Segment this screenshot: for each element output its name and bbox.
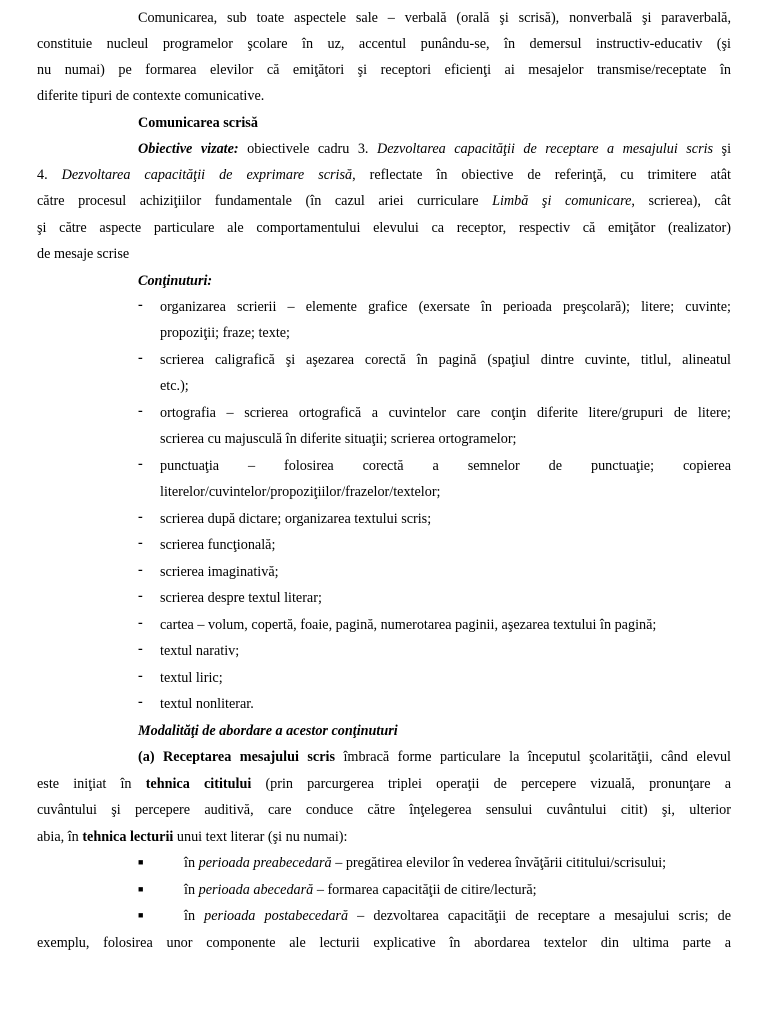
bullet-dash: - xyxy=(138,535,143,551)
list-item: textul narativ; xyxy=(160,643,240,659)
bullet-dash: - xyxy=(138,403,143,419)
paragraph-line: (a) Receptarea mesajului scris îmbracă forme particulare la începutul şcolarităţii, când elevul xyxy=(138,749,731,765)
list-item: scrierea după dictare; organizarea textului scris; xyxy=(160,511,432,527)
list-item: organizarea scrierii – elemente grafice (exersate în perioada preşcolară); litere; cuvinte; xyxy=(160,299,731,315)
square-bullet-icon: ■ xyxy=(138,884,144,894)
bullet-dash: - xyxy=(138,350,143,366)
list-item: în perioada postabecedară – dezvoltarea capacităţii de receptare a mesajului scris; de xyxy=(184,908,731,924)
list-item: textul liric; xyxy=(160,670,223,686)
objectives-line: Obiective vizate: obiectivele cadru 3. Dezvoltarea capacităţii de receptare a mesajului scris şi xyxy=(138,141,732,157)
bullet-dash: - xyxy=(138,588,143,604)
objectives-line: către procesul achiziţiilor fundamentale (în cazul ariei curriculare Limbă şi comunicare, scrierea), cât xyxy=(37,193,731,209)
section-heading: Conţinuturi: xyxy=(138,273,213,289)
list-item: propoziţii; fraze; texte; xyxy=(160,325,290,341)
paragraph-line: cuvântului şi percepere auditivă, care conduce către înţelegerea sensului cuvântului citit) şi, ulterior xyxy=(37,802,731,818)
objectives-line: de mesaje scrise xyxy=(37,246,130,262)
paragraph-line: abia, în tehnica lecturii unui text literar (şi nu numai): xyxy=(37,829,348,845)
list-item: textul nonliterar. xyxy=(160,696,254,712)
paragraph-line: constituie nucleul programelor şcolare în uz, accentul punându-se, în demersul instructiv-educativ (şi xyxy=(37,36,731,52)
list-item: etc.); xyxy=(160,378,189,394)
list-item: în perioada preabecedară – pregătirea elevilor în vederea învăţării cititului/scrisului; xyxy=(184,855,667,871)
list-item: în perioada abecedară – formarea capacităţii de citire/lectură; xyxy=(184,882,537,898)
paragraph-line: Comunicarea, sub toate aspectele sale – verbală (orală şi scrisă), nonverbală şi paraverbală, xyxy=(138,10,731,26)
list-item: scrierea despre textul literar; xyxy=(160,590,322,606)
paragraph-line: nu numai) pe formarea elevilor că emiţători şi receptori eficienţi ai mesajelor transmise/receptate în xyxy=(37,62,731,78)
list-item: scrierea cu majusculă în diferite situaţii; scrierea ortogramelor; xyxy=(160,431,517,447)
list-item: ortografia – scrierea ortografică a cuvintelor care conţin diferite litere/grupuri de litere; xyxy=(160,405,731,421)
list-item: cartea – volum, copertă, foaie, pagină, numerotarea paginii, aşezarea textului în pagină; xyxy=(160,617,657,633)
bullet-dash: - xyxy=(138,456,143,472)
bullet-dash: - xyxy=(138,668,143,684)
bullet-dash: - xyxy=(138,641,143,657)
paragraph-line: exemplu, folosirea unor componente ale lecturii explicative în abordarea textelor din ultima parte a xyxy=(37,935,731,951)
objectives-line: şi către aspecte particulare ale comportamentului elevului ca receptor, respectiv că emiţător (realizator) xyxy=(37,220,731,236)
objectives-line: 4. Dezvoltarea capacităţii de exprimare scrisă, reflectate în obiective de referinţă, cu trimitere atât xyxy=(37,167,731,183)
section-heading: Comunicarea scrisă xyxy=(138,115,258,131)
bullet-dash: - xyxy=(138,509,143,525)
section-heading: Modalităţi de abordare a acestor conţinuturi xyxy=(138,723,398,739)
list-item: scrierea caligrafică şi aşezarea corectă în pagină (spaţiul dintre cuvinte, titlul, alineatul xyxy=(160,352,731,368)
list-item: literelor/cuvintelor/propoziţiilor/frazelor/textelor; xyxy=(160,484,441,500)
bullet-dash: - xyxy=(138,694,143,710)
square-bullet-icon: ■ xyxy=(138,910,144,920)
bullet-dash: - xyxy=(138,297,143,313)
bullet-dash: - xyxy=(138,562,143,578)
list-item: scrierea funcţională; xyxy=(160,537,276,553)
list-item: scrierea imaginativă; xyxy=(160,564,279,580)
bullet-dash: - xyxy=(138,615,143,631)
list-item: punctuaţia – folosirea corectă a semnelor de punctuaţie; copierea xyxy=(160,458,731,474)
square-bullet-icon: ■ xyxy=(138,857,144,867)
paragraph-line: este iniţiat în tehnica cititului (prin parcurgerea triplei operaţii de percepere vizuală, pronunţare a xyxy=(37,776,731,792)
paragraph-line: diferite tipuri de contexte comunicative. xyxy=(37,88,265,104)
